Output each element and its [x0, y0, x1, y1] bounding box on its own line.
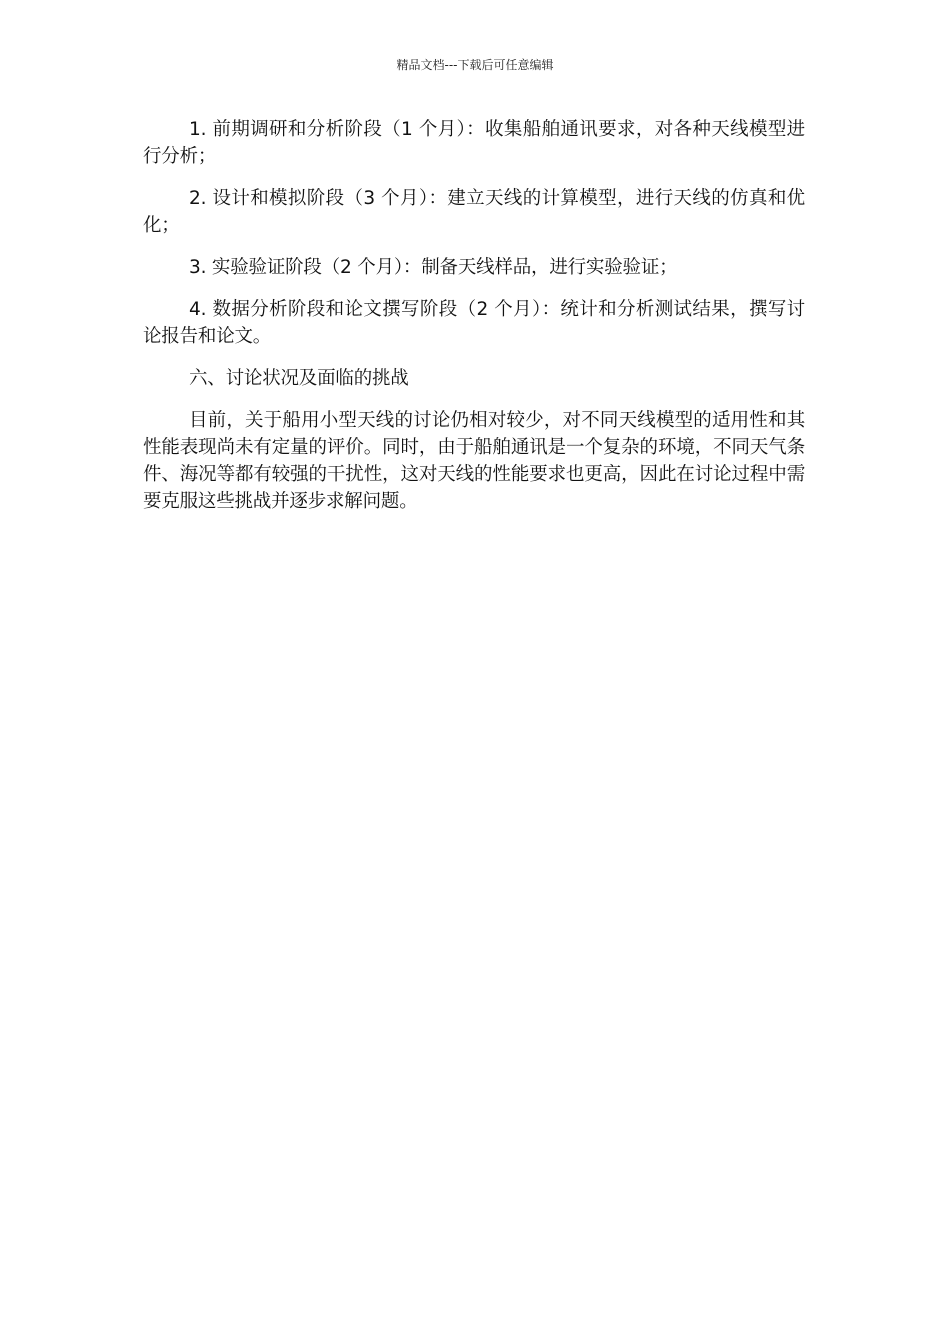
schedule-item-4: 4. 数据分析阶段和论文撰写阶段（2 个月）：统计和分析测试结果，撰写讨论报告和论文。 [143, 299, 805, 347]
schedule-item-3: 3. 实验验证阶段（2 个月）：制备天线样品，进行实验验证； [189, 257, 678, 278]
schedule-item-1: 1. 前期调研和分析阶段（1 个月）：收集船舶通讯要求，对各种天线模型进行分析； [143, 119, 805, 167]
challenges-paragraph: 目前，关于船用小型天线的讨论仍相对较少，对不同天线模型的适用性和其性能表现尚未有定量的评价。同时，由于船舶通讯是一个复杂的环境，不同天气条件、海况等都有较强的干扰性，这对天线的性能要求也更高，因此在讨论过程中需要克服这些挑战并逐步求解问题。 [143, 410, 805, 512]
document-body [143, 116, 805, 530]
schedule-item-2: 2. 设计和模拟阶段（3 个月）：建立天线的计算模型，进行天线的仿真和优化； [143, 188, 805, 236]
page-header: 精品文档---下载后可任意编辑 [396, 58, 554, 72]
section-heading: 六、讨论状况及面临的挑战 [189, 368, 409, 389]
